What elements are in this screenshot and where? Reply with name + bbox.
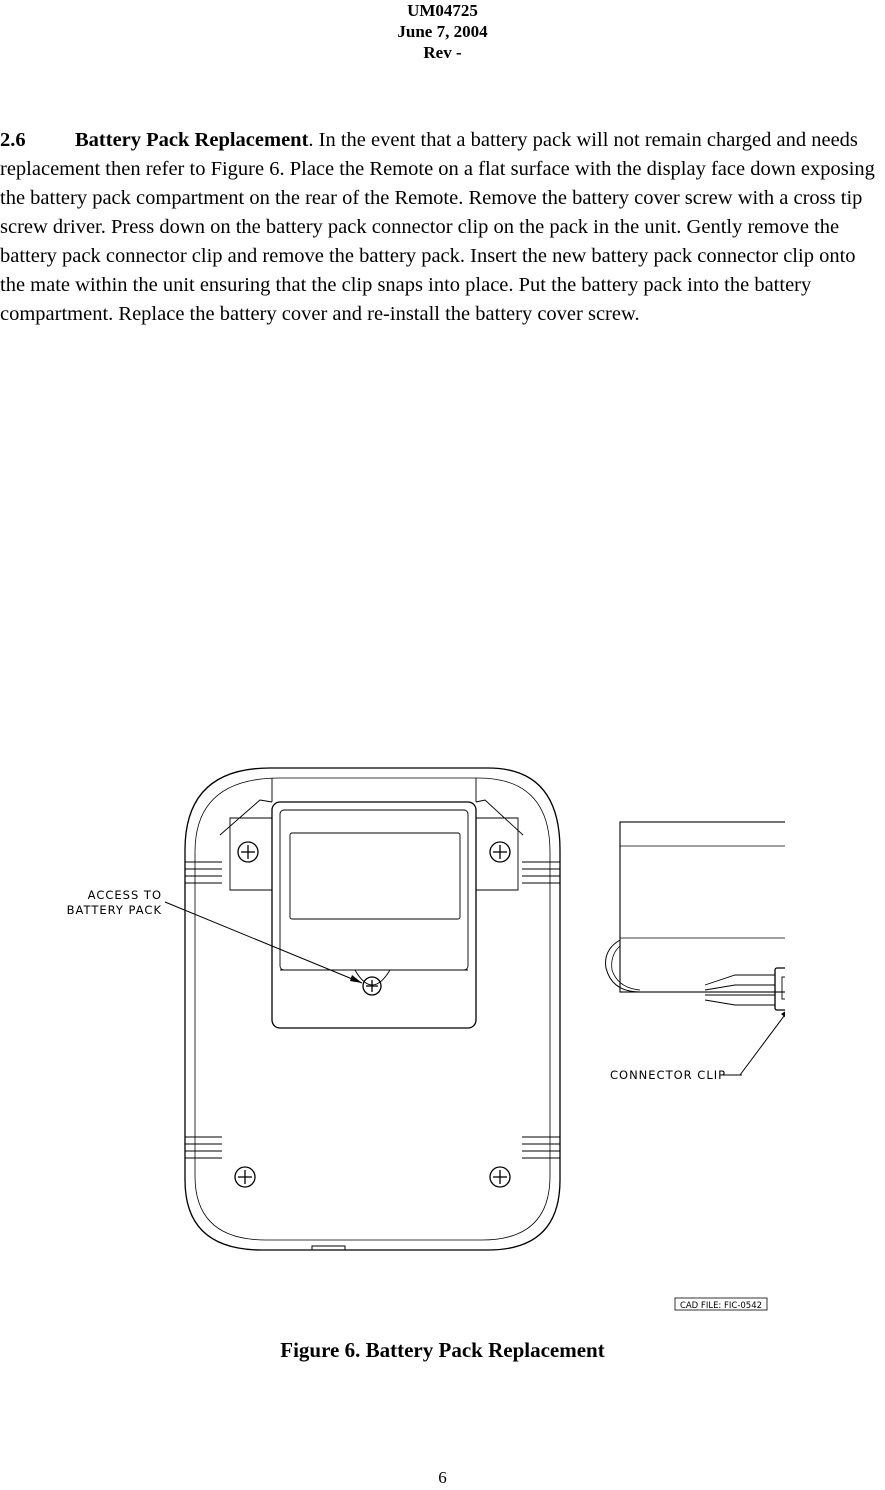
grip-ribs [185,862,560,1158]
battery-label-area [290,833,460,919]
section-body: . In the event that a battery pack will not remain charged and needs replacement then refer to Figure 6. Place the Remote on a flat surface with the display face down exposing the battery pack compartment on the rear of the Remote. Remove the battery cover screw with a cross tip screw driver. Press down on the battery pack connector clip on the pack in the unit. Gently remove the battery pack connector clip and remove the battery pack. Insert the new battery pack connector clip onto the mate within the unit ensuring that the clip snaps into place. Put the battery pack into the battery compartment. Replace the battery cover and re-install the battery cover screw. [0,129,875,325]
page-header [0,0,885,63]
screw-icons [235,842,510,1187]
label-battery-pack: BATTERY PACK [66,903,162,917]
doc-date: June 7, 2004 [397,22,488,41]
section-number: 2.6 [0,129,26,151]
remote-body-outline [185,768,560,1250]
cover-screw-icon [363,977,381,995]
section-battery-pack-replacement [0,126,885,329]
label-connector-clip: CONNECTOR CLIP [610,1068,727,1082]
cad-file-label: CAD FILE: FIC-0542 [679,1301,763,1311]
section-title: Battery Pack Replacement [75,129,309,151]
page-number: 6 [438,1468,447,1487]
battery-cover [280,810,468,970]
doc-revision: Rev - [423,43,462,62]
remote-drawing [55,760,785,1320]
battery-compartment [272,802,476,1028]
battery-pack-figure [55,760,785,1320]
connector-clip [775,968,785,1010]
doc-id: UM04725 [407,1,478,20]
battery-pack [606,822,785,1005]
figure-caption: Figure 6. Battery Pack Replacement [280,1338,605,1362]
label-access-to: ACCESS TO [87,888,162,902]
